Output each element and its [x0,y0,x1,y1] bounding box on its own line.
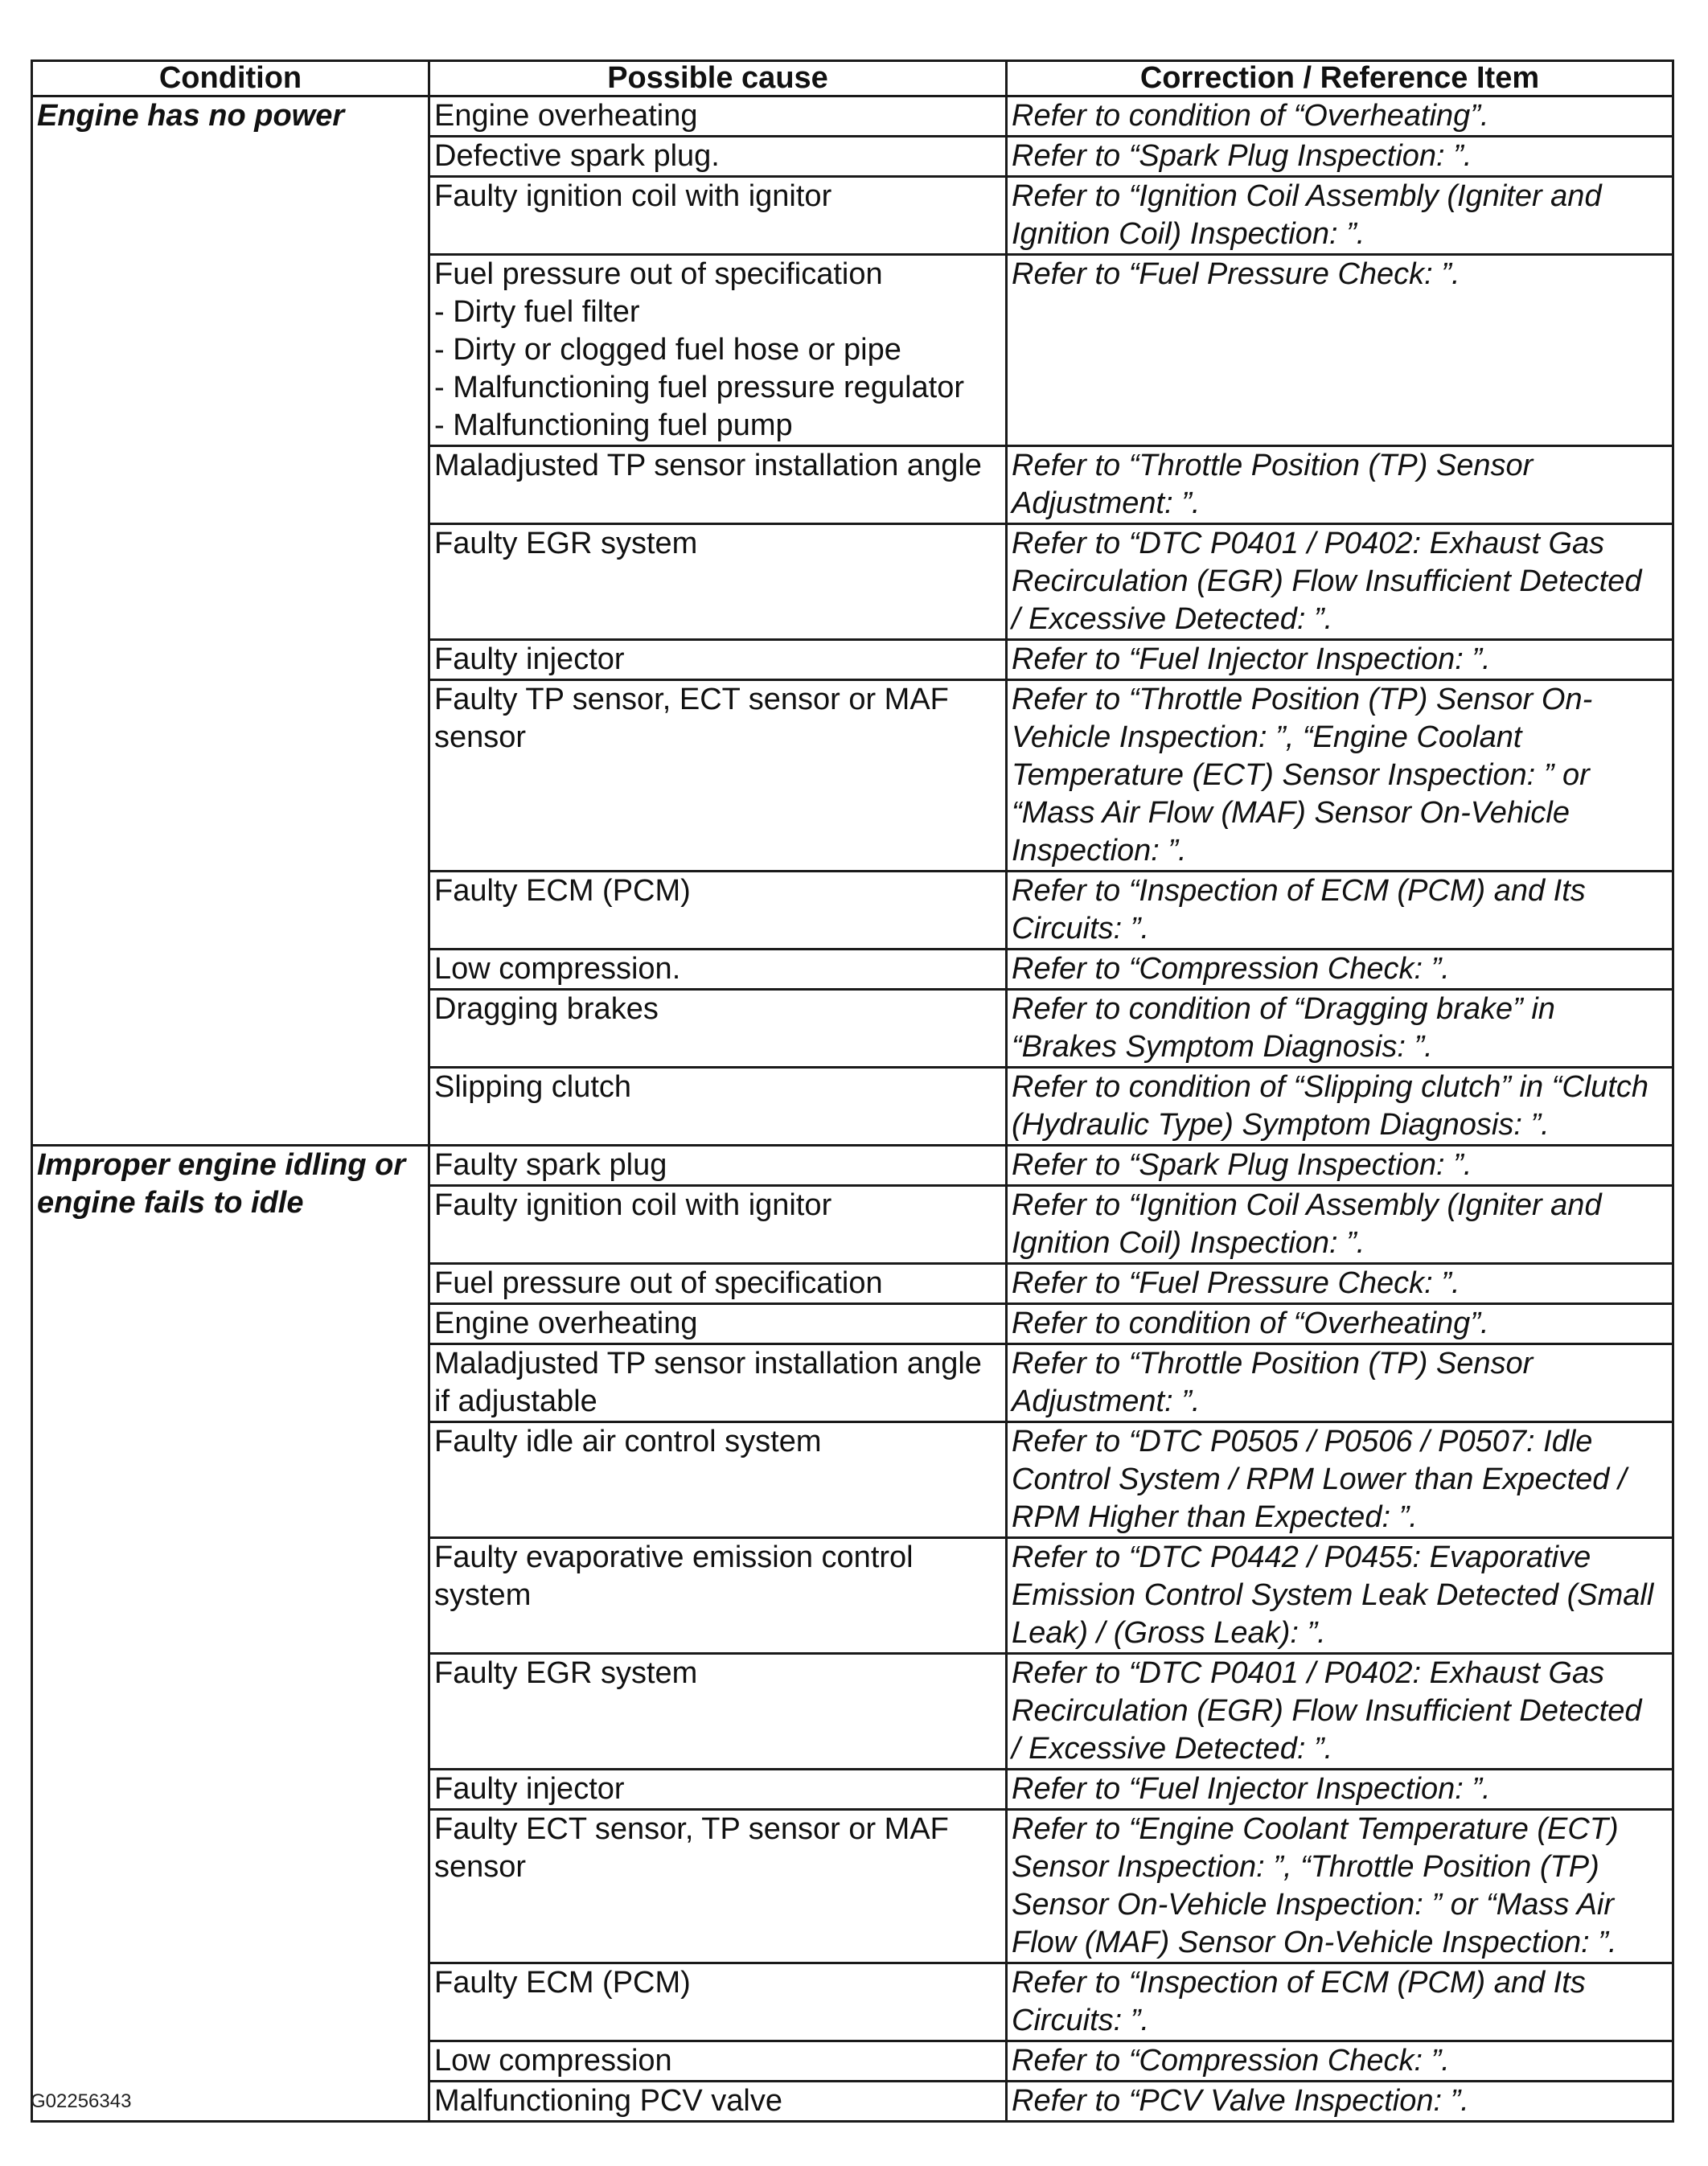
possible-cause-text: Faulty ECT sensor, TP sensor or MAF [434,1812,949,1846]
diagnosis-table [31,59,1674,2123]
possible-cause-text: Faulty EGR system [434,527,698,560]
possible-cause-cell [429,2041,1007,2082]
reference-text: “Brakes Symptom Diagnosis: ”. [1012,1030,1433,1064]
possible-cause-text: Maladjusted TP sensor installation angle [434,449,982,482]
possible-cause-cell [429,1146,1007,1186]
possible-cause-cell [429,1264,1007,1304]
reference-text: / Excessive Detected: ”. [1012,1732,1333,1766]
reference-text: / Excessive Detected: ”. [1012,602,1333,636]
condition-text: engine fails to idle [37,1186,304,1220]
possible-cause-cell [429,177,1007,255]
possible-cause-text: - Malfunctioning fuel pressure regulator [434,371,965,404]
possible-cause-text: Faulty ignition coil with ignitor [434,1188,832,1222]
reference-cell [1007,1422,1673,1538]
possible-cause-text: system [434,1578,532,1612]
condition-text: Engine has no power [37,99,345,133]
reference-text: Emission Control System Leak Detected (Small [1012,1578,1654,1612]
possible-cause-cell [429,1770,1007,1810]
reference-text: Refer to “Throttle Position (TP) Sensor [1012,449,1534,482]
reference-cell [1007,990,1673,1068]
reference-text: Leak) / (Gross Leak): ”. [1012,1616,1326,1650]
reference-text: Sensor Inspection: ”, “Throttle Position (TP) [1012,1850,1599,1884]
reference-text: Adjustment: ”. [1012,486,1201,520]
reference-cell [1007,1186,1673,1264]
reference-cell [1007,872,1673,950]
possible-cause-cell [429,1304,1007,1344]
possible-cause-text: sensor [434,720,527,754]
possible-cause-cell [429,1810,1007,1963]
possible-cause-text: Maladjusted TP sensor installation angle [434,1347,982,1380]
possible-cause-cell [429,872,1007,950]
reference-text: Refer to “Fuel Injector Inspection: ”. [1012,642,1491,676]
reference-text: Refer to “DTC P0401 / P0402: Exhaust Gas [1012,527,1605,560]
reference-cell [1007,1654,1673,1770]
reference-text: Vehicle Inspection: ”, “Engine Coolant [1012,720,1522,754]
reference-text: Refer to “Ignition Coil Assembly (Igniter and [1012,179,1602,213]
reference-text: Ignition Coil) Inspection: ”. [1012,1226,1365,1260]
table-header [32,61,1673,96]
reference-cell [1007,1344,1673,1422]
reference-cell [1007,255,1673,446]
possible-cause-cell [429,990,1007,1068]
reference-text: Refer to “DTC P0505 / P0506 / P0507: Idle [1012,1425,1593,1458]
reference-text: Circuits: ”. [1012,912,1149,946]
reference-cell [1007,1538,1673,1654]
possible-cause-cell [429,96,1007,137]
possible-cause-cell [429,1068,1007,1146]
possible-cause-cell [429,1963,1007,2041]
possible-cause-text: Faulty idle air control system [434,1425,822,1458]
reference-cell [1007,1810,1673,1963]
reference-text: Circuits: ”. [1012,2004,1149,2037]
possible-cause-cell [429,2082,1007,2122]
reference-text: Recirculation (EGR) Flow Insufficient Detected [1012,1694,1642,1728]
reference-text: Recirculation (EGR) Flow Insufficient Detected [1012,564,1642,598]
reference-text: (Hydraulic Type) Symptom Diagnosis: ”. [1012,1108,1550,1142]
reference-cell [1007,1963,1673,2041]
possible-cause-text: Faulty ECM (PCM) [434,874,691,908]
reference-cell [1007,2041,1673,2082]
possible-cause-cell [429,1654,1007,1770]
reference-text: Refer to “Ignition Coil Assembly (Igniter and [1012,1188,1602,1222]
possible-cause-cell [429,1186,1007,1264]
possible-cause-cell [429,950,1007,990]
possible-cause-text: if adjustable [434,1385,597,1418]
reference-cell [1007,1304,1673,1344]
reference-cell [1007,137,1673,177]
condition-cell [32,96,429,1146]
possible-cause-text: Slipping clutch [434,1070,632,1104]
reference-cell [1007,1264,1673,1304]
possible-cause-cell [429,1422,1007,1538]
possible-cause-text: Low compression [434,2044,672,2078]
possible-cause-cell [429,1344,1007,1422]
possible-cause-text: Faulty TP sensor, ECT sensor or MAF [434,683,949,716]
reference-cell [1007,640,1673,680]
reference-cell [1007,177,1673,255]
possible-cause-cell [429,524,1007,640]
table-row [32,1146,1673,1186]
possible-cause-text: Faulty injector [434,1772,625,1806]
reference-text: Refer to condition of “Overheating”. [1012,99,1489,133]
reference-cell [1007,680,1673,872]
figure-code: G02256343 [31,2090,132,2112]
reference-text: Refer to condition of “Slipping clutch” in “Clutch [1012,1070,1649,1104]
possible-cause-cell [429,640,1007,680]
possible-cause-cell [429,255,1007,446]
reference-cell [1007,96,1673,137]
reference-text: Refer to “Spark Plug Inspection: ”. [1012,1148,1472,1182]
table-body [32,96,1673,2122]
possible-cause-cell [429,1538,1007,1654]
possible-cause-text: - Dirty fuel filter [434,295,640,329]
reference-cell [1007,1770,1673,1810]
possible-cause-text: Faulty EGR system [434,1656,698,1690]
possible-cause-cell [429,680,1007,872]
reference-text: Refer to “PCV Valve Inspection: ”. [1012,2084,1469,2118]
possible-cause-text: Engine overheating [434,1307,698,1340]
reference-text: Refer to condition of “Dragging brake” in [1012,992,1555,1026]
reference-text: Flow (MAF) Sensor On-Vehicle Inspection: ”. [1012,1926,1617,1959]
possible-cause-text: Low compression. [434,952,681,986]
reference-cell [1007,1146,1673,1186]
reference-header: Correction / Reference Item [1007,61,1673,96]
possible-cause-text: Faulty injector [434,642,625,676]
possible-cause-text: Fuel pressure out of specification [434,1266,883,1300]
reference-text: Adjustment: ”. [1012,1385,1201,1418]
reference-text: Refer to “Compression Check: ”. [1012,2044,1450,2078]
possible-cause-cell [429,137,1007,177]
header-row [32,61,1673,96]
reference-text: Sensor On-Vehicle Inspection: ” or “Mass Air [1012,1888,1615,1922]
reference-text: Refer to “Fuel Injector Inspection: ”. [1012,1772,1491,1806]
possible-cause-text: Faulty evaporative emission control [434,1540,914,1574]
reference-text: Refer to “Fuel Pressure Check: ”. [1012,257,1460,291]
possible-cause-header: Possible cause [429,61,1007,96]
reference-cell [1007,2082,1673,2122]
possible-cause-text: Engine overheating [434,99,698,133]
reference-text: Refer to “Fuel Pressure Check: ”. [1012,1266,1460,1300]
reference-text: Refer to “Inspection of ECM (PCM) and Its [1012,874,1586,908]
reference-text: Refer to “Throttle Position (TP) Sensor On- [1012,683,1593,716]
possible-cause-text: Faulty spark plug [434,1148,667,1182]
condition-cell [32,1146,429,2122]
reference-text: Ignition Coil) Inspection: ”. [1012,217,1365,251]
possible-cause-text: sensor [434,1850,527,1884]
possible-cause-text: Fuel pressure out of specification [434,257,883,291]
reference-text: Refer to “DTC P0442 / P0455: Evaporative [1012,1540,1591,1574]
condition-text: Improper engine idling or [37,1148,406,1182]
reference-cell [1007,950,1673,990]
reference-text: Refer to “Compression Check: ”. [1012,952,1450,986]
reference-text: Refer to “Spark Plug Inspection: ”. [1012,139,1472,173]
possible-cause-cell [429,446,1007,524]
reference-text: Refer to “Inspection of ECM (PCM) and Its [1012,1966,1586,2000]
possible-cause-text: Dragging brakes [434,992,659,1026]
reference-cell [1007,446,1673,524]
possible-cause-text: - Dirty or clogged fuel hose or pipe [434,333,901,367]
condition-header: Condition [32,61,429,96]
table-row [32,96,1673,137]
reference-text: RPM Higher than Expected: ”. [1012,1500,1418,1534]
reference-text: Refer to condition of “Overheating”. [1012,1307,1489,1340]
reference-text: “Mass Air Flow (MAF) Sensor On-Vehicle [1012,796,1570,830]
possible-cause-text: Faulty ignition coil with ignitor [434,179,832,213]
reference-text: Refer to “Throttle Position (TP) Sensor [1012,1347,1534,1380]
reference-text: Inspection: ”. [1012,834,1187,868]
possible-cause-text: Defective spark plug. [434,139,720,173]
possible-cause-text: - Malfunctioning fuel pump [434,408,793,442]
reference-cell [1007,524,1673,640]
reference-text: Temperature (ECT) Sensor Inspection: ” or [1012,758,1590,792]
reference-cell [1007,1068,1673,1146]
possible-cause-text: Faulty ECM (PCM) [434,1966,691,2000]
reference-text: Refer to “DTC P0401 / P0402: Exhaust Gas [1012,1656,1605,1690]
reference-text: Control System / RPM Lower than Expected / [1012,1462,1627,1496]
possible-cause-text: Malfunctioning PCV valve [434,2084,782,2118]
reference-text: Refer to “Engine Coolant Temperature (ECT) [1012,1812,1619,1846]
